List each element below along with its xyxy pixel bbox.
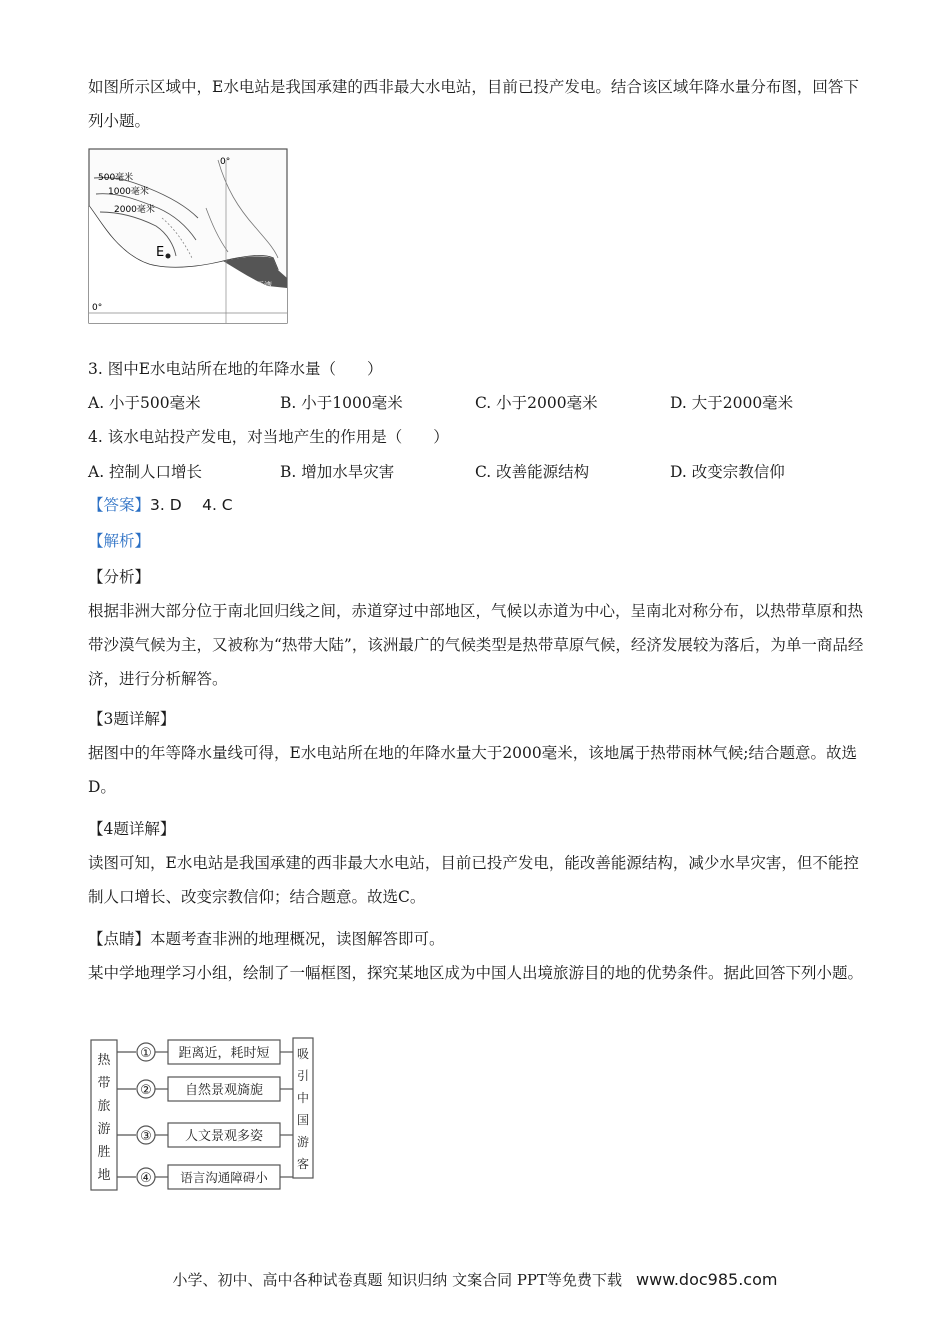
- analysis-tag: 【解析】: [88, 532, 151, 550]
- rainfall-map: [88, 148, 288, 324]
- right-char-1: 吸: [296, 1047, 310, 1061]
- left-char-3: 旅: [97, 1099, 111, 1114]
- q3-option-c: C. 小于2000毫米: [475, 394, 598, 412]
- right-char-4: 国: [296, 1113, 310, 1127]
- row-num-1: ①: [140, 1046, 152, 1061]
- row-text-3: 人文景观多姿: [184, 1129, 264, 1144]
- fenxi-text: 根据非洲大部分位于南北回归线之间，赤道穿过中部地区，气候以赤道为中心，呈南北对称分布，以热带草原和热带沙漠气候为主，又被称为“热带大陆”，该洲最广的气候类型是热带草原气候，经济发展较为落后，为单一商品经济，进行分析解答。: [88, 602, 864, 688]
- detail4-text: 读图可知，E水电站是我国承建的西非最大水电站，目前已投产发电，能改善能源结构，减少水旱灾害，但不能控制人口增长、改变宗教信仰；结合题意。故选C。: [88, 854, 859, 906]
- label-gulf: 几内亚湾: [240, 281, 272, 290]
- row-text-4: 语言沟通障碍小: [180, 1170, 268, 1185]
- footer: [0, 1270, 950, 1290]
- q3-option-a: A. 小于500毫米: [88, 394, 201, 412]
- answer-text: 3. D 4. C: [150, 496, 233, 514]
- q4-option-a: A. 控制人口增长: [88, 463, 203, 481]
- q3-option-b: B. 小于1000毫米: [280, 394, 403, 412]
- label-1000: 1000毫米: [108, 187, 149, 197]
- label-0-bottom: 0°: [92, 303, 103, 313]
- diagram-row-4: [117, 1165, 293, 1189]
- left-char-6: 地: [97, 1168, 111, 1183]
- q3-option-d: D. 大于2000毫米: [670, 394, 794, 412]
- q4-stem: 4. 该水电站投产发电，对当地产生的作用是（ ）: [88, 428, 449, 446]
- row-num-4: ④: [140, 1171, 152, 1186]
- row-text-2: 自然景观旖旎: [184, 1083, 264, 1098]
- q4-option-b: B. 增加水旱灾害: [280, 463, 395, 481]
- tourism-diagram: [88, 1034, 318, 1194]
- answer-line: [88, 494, 233, 516]
- q4-option-c: C. 改善能源结构: [475, 463, 590, 481]
- footer-text: 小学、初中、高中各种试卷真题 知识归纳 文案合同 PPT等免费下载: [172, 1271, 623, 1289]
- answer-tag: 【答案】: [88, 496, 151, 514]
- label-2000: 2000毫米: [114, 205, 155, 215]
- right-char-3: 中: [296, 1091, 310, 1105]
- dianjing: 【点睛】本题考查非洲的地理概况，读图解答即可。: [88, 930, 445, 948]
- footer-url[interactable]: www.doc985.com: [636, 1270, 778, 1289]
- detail3-text: 据图中的年等降水量线可得，E水电站所在地的年降水量大于2000毫米，该地属于热带雨林气候;结合题意。故选D。: [88, 744, 857, 796]
- q3-stem: 3. 图中E水电站所在地的年降水量（ ）: [88, 360, 383, 378]
- left-char-5: 胜: [97, 1145, 111, 1160]
- fenxi-tag: 【分析】: [88, 568, 151, 586]
- diagram-row-2: [117, 1077, 293, 1101]
- detail4-tag: 【4题详解】: [88, 820, 176, 838]
- q4-option-d: D. 改变宗教信仰: [670, 463, 785, 481]
- detail3-tag: 【3题详解】: [88, 710, 176, 728]
- left-char-4: 游: [97, 1122, 111, 1137]
- label-0-top: 0°: [220, 157, 231, 167]
- label-500: 500毫米: [98, 173, 134, 183]
- intro2-paragraph: 某中学地理学习小组，绘制了一幅框图，探究某地区成为中国人出境旅游目的地的优势条件。据此回答下列小题。: [88, 964, 864, 982]
- row-num-2: ②: [140, 1083, 152, 1098]
- right-char-5: 游: [296, 1135, 310, 1149]
- row-text-1: 距离近，耗时短: [178, 1046, 270, 1061]
- left-char-2: 带: [97, 1076, 111, 1091]
- right-char-6: 客: [296, 1157, 310, 1171]
- left-char-1: 热: [97, 1053, 111, 1068]
- label-E: E: [156, 245, 165, 260]
- diagram-row-1: [117, 1040, 293, 1064]
- diagram-row-3: [117, 1123, 293, 1147]
- intro-paragraph: 如图所示区域中，E水电站是我国承建的西非最大水电站，目前已投产发电。结合该区域年降水量分布图，回答下列小题。: [88, 78, 859, 130]
- right-char-2: 引: [296, 1069, 310, 1083]
- row-num-3: ③: [140, 1129, 152, 1144]
